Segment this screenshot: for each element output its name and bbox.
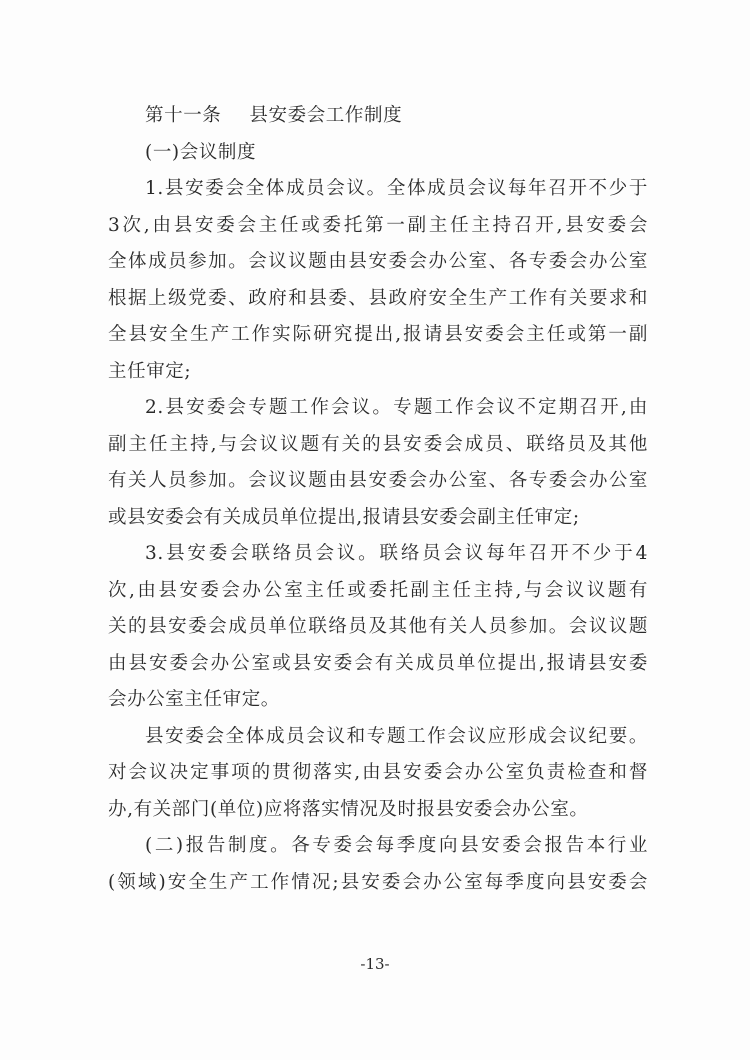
paragraph-line: 关的县安委会成员单位联络员及其他有关人员参加。会议议题 [108,616,648,637]
paragraph-line: 有关人员参加。会议议题由县安委会办公室、各专委会办公室 [108,470,648,491]
article-number: 第十一条 [145,105,222,126]
paragraph-line: (领域)安全生产工作情况;县安委会办公室每季度向县安委会 [108,871,648,893]
paragraph-line: 由县安委会办公室或县安委会有关成员单位提出,报请县安委 [108,652,648,674]
paragraph-line: 全县安全生产工作实际研究提出,报请县安委会主任或第一副 [108,324,648,345]
paragraph-line: 3.县安委会联络员会议。联络员会议每年召开不少于4 [145,543,648,564]
paragraph-line: 全体成员参加。会议议题由县安委会办公室、各专委会办公室 [108,251,648,272]
paragraph-line: 副主任主持,与会议议题有关的县安委会成员、联络员及其他 [108,433,648,455]
paragraph-line: 3次,由县安委会主任或委托第一副主任主持召开,县安委会 [108,214,648,236]
paragraph-line: 县安委会全体成员会议和专题工作会议应形成会议纪要。 [145,725,648,747]
paragraph-line: 2.县安委会专题工作会议。专题工作会议不定期召开,由 [145,397,648,418]
paragraph-line: 主任审定; [108,360,192,382]
paragraph-line: 或县安委会有关成员单位提出,报请县安委会副主任审定; [108,506,580,528]
paragraph-line: 办,有关部门(单位)应将落实情况及时报县安委会办公室。 [108,798,589,820]
paragraph-line: 会办公室主任审定。 [108,689,280,710]
paragraph-line: (二)报告制度。各专委会每季度向县安委会报告本行业 [145,835,648,856]
document-body [108,98,648,901]
paragraph-line: 1.县安委会全体成员会议。全体成员会议每年召开不少于 [145,178,648,199]
article-title: 县安委会工作制度 [249,105,403,126]
paragraph-line: 次,由县安委会办公室主任或委托副主任主持,与会议议题有 [108,579,648,601]
article-heading [108,98,648,135]
paragraph-line: 根据上级党委、政府和县委、县政府安全生产工作有关要求和 [108,287,648,309]
section-heading-meeting: (一)会议制度 [145,141,257,163]
page-number: -13- [360,955,390,973]
paragraph-line: 对会议决定事项的贯彻落实,由县安委会办公室负责检查和督 [108,762,648,783]
